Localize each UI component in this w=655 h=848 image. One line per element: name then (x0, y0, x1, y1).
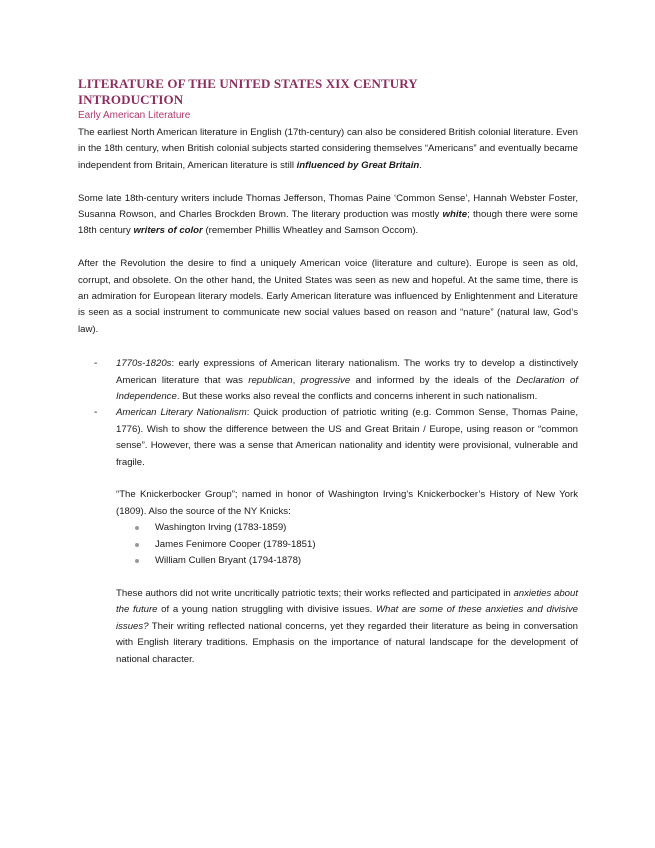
document-title (78, 76, 578, 108)
paragraph-revolution: After the Revolution the desire to find a uniquely American voice (literature and culture). Europe is seen as old, corrupt, and obsolete. On the other hand, the United States was seen as new and hopeful. At the same time, there is an admiration for European literary models. Early American literature was influenced by Enlightenment and Literature is seen as a social instrument to communicate new social values based on reason and “nature” (natural law, God’s law). (78, 258, 578, 335)
p2-text-3: (remember Phillis Wheatley and Samson Occom). (202, 225, 419, 237)
p2-emphasis-color: writers of color (133, 225, 203, 237)
circle-bullet-icon (135, 559, 139, 563)
paragraph-colonial (78, 125, 578, 174)
final-anxieties: anxieties about the future (116, 587, 578, 616)
list-item (78, 356, 578, 405)
paragraph-knickerbocker: “The Knickerbocker Group”; named in honor of Washington Irving’s Knickerbocker’s History of New York (1809). Also the source of the NY Knicks: (116, 489, 578, 517)
b1-progressive: progressive (300, 374, 351, 386)
paragraph-anxieties (116, 586, 578, 668)
p1-emphasis: influenced by Great Britain (296, 159, 420, 171)
list-item (155, 537, 578, 553)
author-bryant: William Cullen Bryant (1794-1878) (155, 555, 302, 567)
dash-bullet: - (94, 358, 98, 370)
indented-block-final (116, 586, 578, 668)
b1-comma: , (292, 374, 301, 386)
b1-text: : early expressions of American literary nationalism. The works try to develop a distinctively American literature that was (116, 358, 578, 386)
b1-republican: republican (248, 374, 293, 386)
p2-emphasis-white: white (442, 209, 468, 221)
b1-heading: 1770s-1820s (116, 358, 172, 370)
bullet-literary-nationalism (116, 405, 578, 471)
p2-text-2: ; though there were some 18th century (78, 209, 578, 237)
final-text-3: Their writing reflected national concerns, yet they regarded their literature as being in conversation with English literary traditions. Emphasis on the importance of natural landscape for the development of national character. (116, 620, 578, 665)
p1-end: . (419, 159, 422, 171)
b1-text-3: . But these works also reveal the conflicts and concerns inherent in such nationalism. (176, 391, 538, 403)
author-cooper: James Fenimore Cooper (1789-1851) (155, 538, 316, 550)
circle-bullet-icon (135, 543, 139, 547)
b1-declaration: Declaration of Independence (116, 374, 578, 403)
title-line-2: INTRODUCTION (78, 92, 184, 107)
circle-bullet-icon (135, 526, 139, 530)
document-content (78, 76, 578, 668)
list-item (155, 520, 578, 536)
author-list (78, 520, 578, 569)
p1-text: The earliest North American literature in English (17th-century) can also be considered British colonial literature. Even in the 18th century, when British colonial subjects started considering themselves “Americans” and eventually became independent from Britain, American literature is still (78, 127, 578, 171)
paragraph-writers (78, 191, 578, 240)
p2-text: Some late 18th-century writers include Thomas Jefferson, Thomas Paine ‘Common Sense’, Hannah Webster Foster, Susanna Rowson, and Charles Brockden Brown. The literary production was mostly (78, 192, 578, 221)
title-line-1: LITERATURE OF THE UNITED STATES XIX CENTURY (78, 76, 418, 91)
list-item (78, 405, 578, 471)
section-subtitle: Early American Literature (78, 110, 191, 121)
dash-bullet: - (94, 407, 98, 419)
b2-text: : Quick production of patriotic writing (e.g. Common Sense, Thomas Paine, 1776). Wish to show the difference between the US and Great Britain / Europe, using reason or “common sense”. However, there was a sense that American nationality and identity were provisional, vulnerable and fragile. (116, 407, 578, 468)
list-item (155, 553, 578, 569)
final-text-2: of a young nation struggling with divisive issues. (157, 604, 376, 616)
b2-heading: American Literary Nationalism (116, 407, 247, 419)
dash-list (78, 356, 578, 471)
indented-block (116, 487, 578, 520)
final-text: These authors did not write uncritically patriotic texts; their works reflected and participated in (116, 587, 514, 599)
b1-text-2: and informed by the ideals of the (350, 374, 517, 386)
final-question: What are some of these anxieties and divisive issues? (116, 604, 578, 632)
bullet-nationalism-early (116, 356, 578, 405)
author-irving: Washington Irving (1783-1859) (155, 522, 287, 534)
